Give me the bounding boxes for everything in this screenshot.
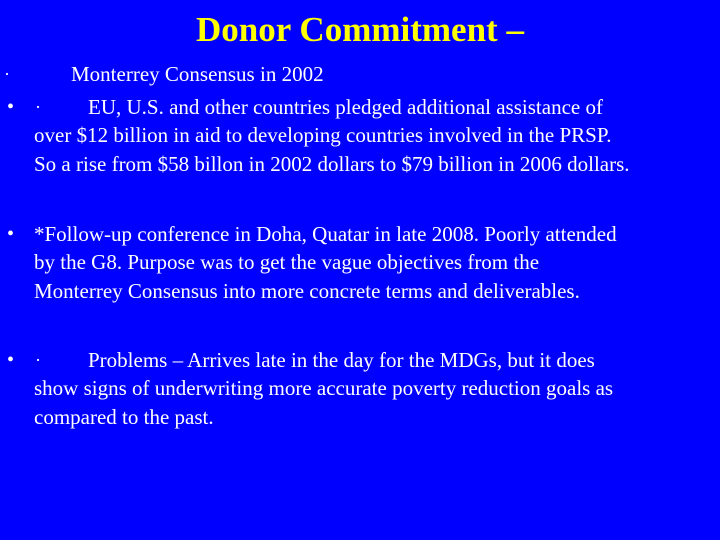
slide-title: Donor Commitment – [196,10,524,49]
sub-bullet-marker: · [4,64,10,84]
bullet-line: So a rise from $58 billon in 2002 dollars to $79 billion in 2006 dollars. [34,152,630,176]
bullet-line: show signs of underwriting more accurate poverty reduction goals as [34,376,614,400]
bullet-line: Monterrey Consensus in 2002 [71,62,324,86]
bullet-line: over $12 billion in aid to developing countries involved in the PRSP. [34,123,612,147]
bullet-line: EU, U.S. and other countries pledged additional assistance of [88,95,603,119]
bullet-line: Problems – Arrives late in the day for the MDGs, but it does [88,348,595,372]
sub-bullet-marker: · [35,350,41,370]
bullet-marker: • [7,223,15,245]
bullet-marker: • [7,349,15,371]
bullet-line: *Follow-up conference in Doha, Quatar in late 2008. Poorly attended [34,222,617,246]
bullet-marker: • [7,96,15,118]
bullet-line: compared to the past. [34,405,214,429]
bullet-line: by the G8. Purpose was to get the vague objectives from the [34,250,540,274]
bullet-line: Monterrey Consensus into more concrete terms and deliverables. [34,279,580,303]
sub-bullet-marker: · [35,97,41,117]
